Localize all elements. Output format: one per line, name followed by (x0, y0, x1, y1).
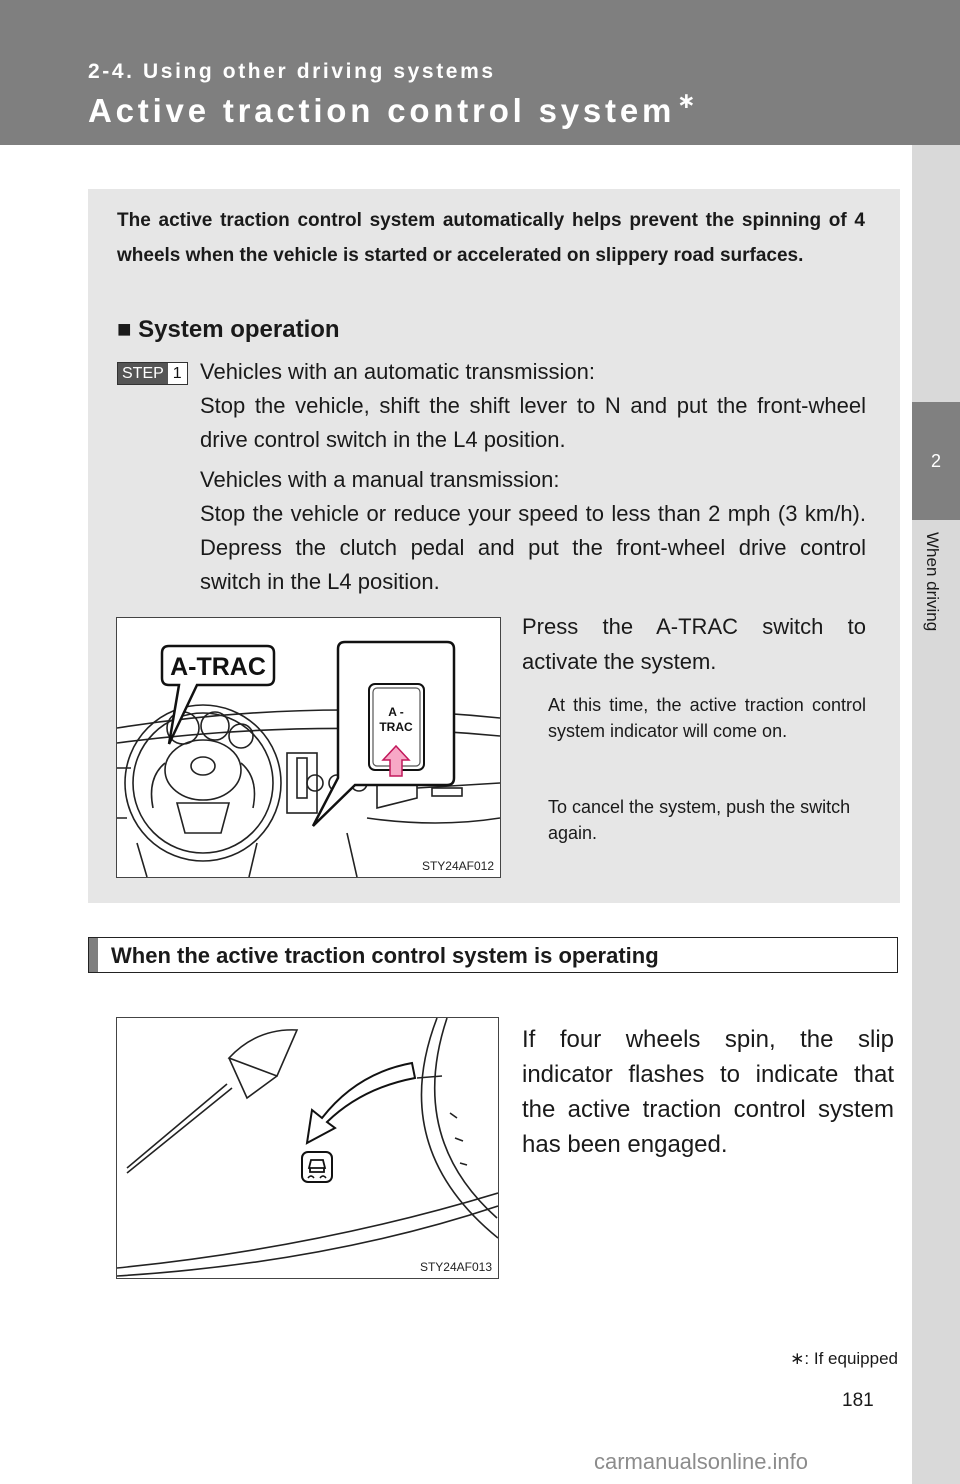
heading-marker (89, 938, 98, 972)
a-trac-switch-figure (116, 617, 501, 878)
step-1-badge (117, 362, 188, 385)
if-equipped-mark: ∗ (677, 88, 696, 113)
dashboard-illustration (117, 618, 500, 877)
page-number: 181 (842, 1390, 874, 1411)
chapter-tab-number[interactable]: 2 (912, 402, 960, 520)
callout-label: A-TRAC (170, 653, 266, 681)
step-word: STEP (118, 363, 168, 384)
page-title (88, 88, 696, 130)
figure-caption: STY24AF012 (421, 859, 494, 873)
slip-indicator-icon (302, 1152, 332, 1182)
system-operation-heading: ■ System operation (117, 316, 340, 343)
switch-label-line2: TRAC (379, 720, 413, 734)
section-label: 2-4. Using other driving systems (88, 60, 496, 83)
switch-label-line1: A - (388, 705, 404, 719)
step-1-manual-text: Stop the vehicle or reduce your speed to less than 2 mph (3 km/h). Depress the clutch pedal and put the front-wheel drive control switch in the L4 position. (200, 501, 866, 594)
operating-heading: When the active traction control system is operating (111, 943, 659, 968)
operating-heading-bar (88, 937, 898, 973)
step-number: 1 (168, 363, 187, 384)
step-1-auto-text: Stop the vehicle, shift the shift lever to N and put the front-wheel drive control switch in the L4 position. (200, 393, 866, 452)
side-tab-upper (912, 145, 960, 402)
meter-illustration (117, 1018, 498, 1278)
chapter-tab[interactable] (912, 520, 960, 810)
step-1-auto-label: Vehicles with an automatic transmission: (200, 359, 595, 384)
footnote-text: : If equipped (804, 1349, 898, 1368)
operating-text: If four wheels spin, the slip indicator flashes to indicate that the active traction control system has been engaged. (522, 1026, 894, 1158)
page-title-text: Active traction control system (88, 92, 676, 129)
footnote (790, 1349, 898, 1369)
step-2-text: Press the A-TRAC switch to activate the system. (522, 614, 866, 674)
watermark: carmanualsonline.info (594, 1449, 809, 1474)
step-1-manual-label: Vehicles with a manual transmission: (200, 467, 560, 492)
figure-caption: STY24AF013 (419, 1260, 492, 1274)
chapter-tab-label: When driving (923, 532, 942, 632)
intro-paragraph: The active traction control system automatically helps prevent the spinning of 4 wheels when the vehicle is started or accelerated on slippery road surfaces. (117, 210, 865, 266)
pointer-arrow-icon (307, 1063, 415, 1143)
step-2-note-indicator: At this time, the active traction control system indicator will come on. (548, 695, 866, 741)
side-tab-lower (912, 810, 960, 1484)
slip-indicator-figure (116, 1017, 499, 1279)
step-2-note-cancel: To cancel the system, push the switch again. (548, 797, 851, 843)
footnote-mark: ∗ (790, 1349, 805, 1368)
